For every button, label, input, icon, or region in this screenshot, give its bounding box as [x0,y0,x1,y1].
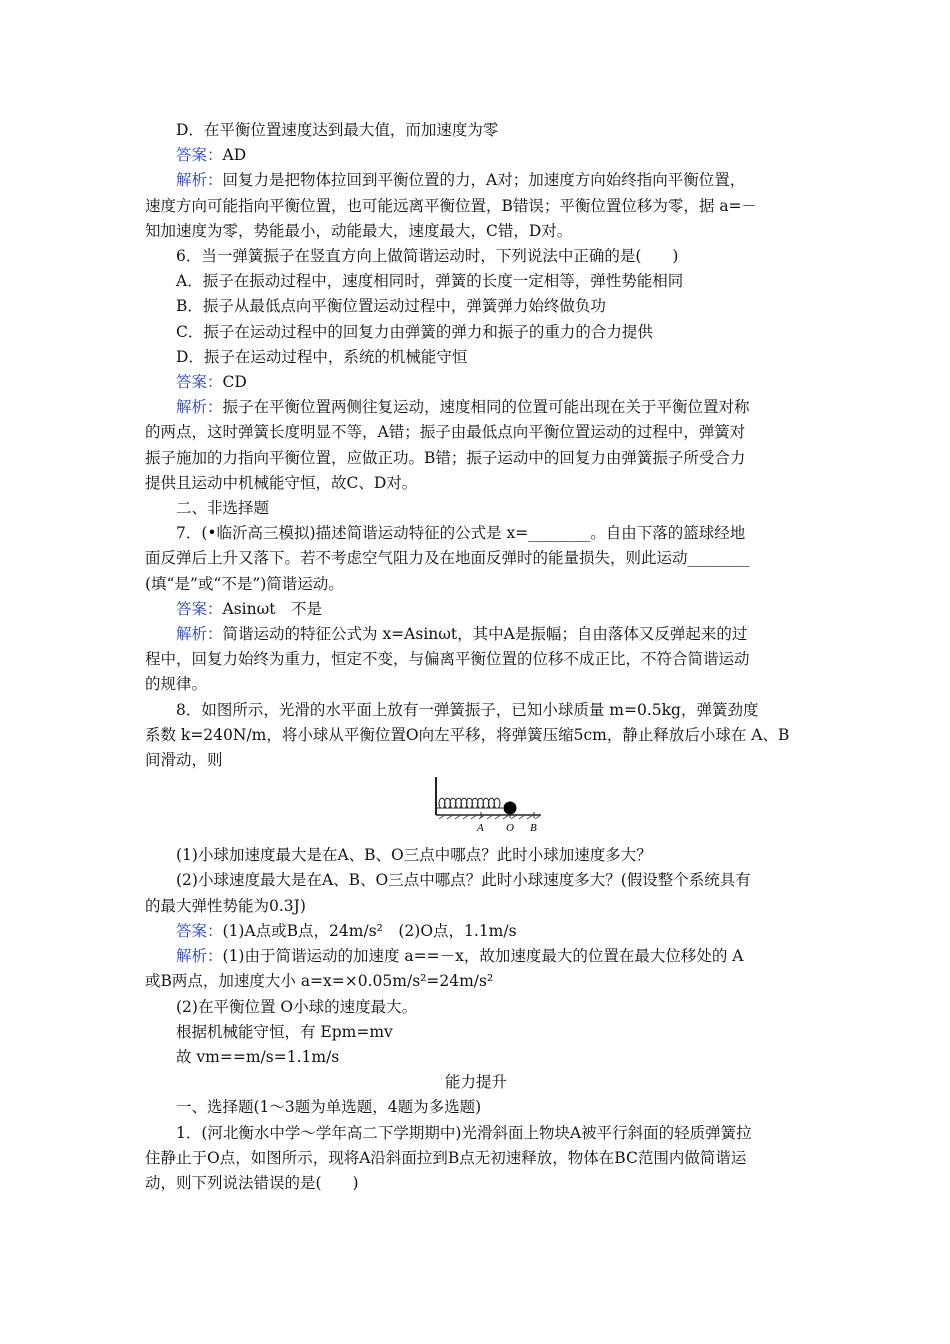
spring [436,799,503,809]
line-text: (1)A点或B点，24m/s² (2)O点，1.1m/s [222,921,517,940]
text-line [145,471,807,496]
line-text: 一、选择题(1～3题为单选题，4题为多选题) [176,1098,482,1117]
text-line [145,1095,807,1120]
answer-label: 答案： [176,921,223,940]
answer-label: 答案： [176,146,223,165]
line-text: 能力提升 [444,1073,507,1092]
text-line [145,320,807,345]
text-line [145,370,807,395]
text-line [145,269,807,294]
line-text: 的最大弹性势能为0.3J) [145,896,306,915]
text-line [145,219,807,244]
text-line [145,446,807,471]
line-text: D．振子在运动过程中，系统的机械能守恒 [176,347,468,366]
line-text: Asinωt 不是 [222,599,322,618]
text-line [145,168,807,193]
text-line [145,143,807,168]
text-line [145,995,807,1020]
analysis-label: 解析： [176,625,223,644]
line-text: 根据机械能守恒，有 Epm=mv [176,1022,393,1041]
line-text: CD [222,373,247,392]
line-text: (1)小球加速度最大是在A、B、O三点中哪点？此时小球加速度多大？ [176,846,652,865]
text-line [145,1070,807,1095]
line-text: B．振子从最低点向平衡位置运动过程中，弹簧弹力始终做负功 [176,297,606,316]
text-line [145,597,807,622]
line-text: 6．当一弹簧振子在竖直方向上做简谐运动时，下列说法中正确的是( ) [176,247,679,266]
text-line [145,420,807,445]
line-text: 间滑动，则 [145,751,223,770]
text-line [145,698,807,723]
text-line [145,969,807,994]
line-text: 1．(河北衡水中学～学年高二下学期期中)光滑斜面上物块A被平行斜面的轻质弹簧拉 [176,1123,752,1142]
text-line [145,868,807,893]
label-o: O [506,822,514,835]
line-text: 程中，回复力始终为重力，恒定不变，与偏离平衡位置的位移不成正比，不符合简谐运动 [145,650,750,669]
text-line [145,1020,807,1045]
text-line [145,118,807,143]
analysis-label: 解析： [176,171,223,190]
text-line [145,294,807,319]
line-text: C．振子在运动过程中的回复力由弹簧的弹力和振子的重力的合力提供 [176,322,653,341]
line-text: 7．(•临沂高三模拟)描述简谐运动特征的公式是 x=________。自由下落的篮球经地 [176,524,746,543]
text-line [145,622,807,647]
spring-oscillator-figure [145,773,807,843]
text-line [145,843,807,868]
line-text: 提供且运动中机械能守恒，故C、D对。 [145,473,418,492]
line-text: 的规律。 [145,675,208,694]
line-text: 的两点，这时弹簧长度明显不等，A错；振子由最低点向平衡位置运动的过程中，弹簧对 [145,423,746,442]
line-text: (2)小球速度最大是在A、B、O三点中哪点？此时小球速度多大？(假设整个系统具有 [176,871,751,890]
text-line [145,672,807,697]
line-text: (1)由于简谐运动的加速度 a==－x，故加速度最大的位置在最大位移处的 A [222,947,744,966]
text-line [145,1045,807,1070]
text-line [145,345,807,370]
text-line [145,919,807,944]
text-line [145,194,807,219]
spring-diagram [431,773,551,839]
line-text: 振子在平衡位置两侧往复运动，速度相同的位置可能出现在关于平衡位置对称 [222,398,750,417]
text-line [145,723,807,748]
line-text: 8．如图所示，光滑的水平面上放有一弹簧振子，已知小球质量 m=0.5kg，弹簧劲度 [176,700,759,719]
line-text: 故 vm==m/s=1.1m/s [176,1047,340,1066]
analysis-label: 解析： [176,947,223,966]
text-line [145,395,807,420]
line-text: 振子施加的力指向平衡位置，应做正功。B错；振子运动中的回复力由弹簧振子所受合力 [145,448,746,467]
line-text: 或B两点，加速度大小 a=x=×0.05m/s²=24m/s² [145,972,494,991]
answer-label: 答案： [176,373,223,392]
label-b: B [530,822,537,835]
text-body [145,118,807,1196]
answer-label: 答案： [176,599,223,618]
line-text: 简谐运动的特征公式为 x=Asinωt，其中A是振幅；自由落体又反弹起来的过 [222,625,748,644]
text-line [145,894,807,919]
analysis-label: 解析： [176,398,223,417]
text-line [145,521,807,546]
line-text: 知加速度为零，势能最小，动能最大，速度最大，C错，D对。 [145,221,573,240]
text-line [145,1121,807,1146]
line-text: 住静止于O点，如图所示，现将A沿斜面拉到B点无初速释放，物体在BC范围内做简谐运 [145,1148,747,1167]
text-line [145,546,807,571]
text-line [145,1171,807,1196]
line-text: 回复力是把物体拉回到平衡位置的力，A对；加速度方向始终指向平衡位置， [222,171,746,190]
line-text: 速度方向可能指向平衡位置，也可能远离平衡位置，B错误；平衡位置位移为零，据 a=－ [145,196,758,215]
line-text: 动，则下列说法错误的是( ) [145,1173,359,1192]
line-text: (2)在平衡位置 O小球的速度最大。 [176,997,418,1016]
line-text: 系数 k=240N/m，将小球从平衡位置O向左平移，将弹簧压缩5cm，静止释放后小球在 A、B [145,725,790,744]
text-line [145,1146,807,1171]
line-text: AD [222,146,247,165]
text-line [145,572,807,597]
line-text: 二、非选择题 [176,499,270,518]
line-text: D．在平衡位置速度达到最大值，而加速度为零 [176,121,499,139]
text-line [145,244,807,269]
line-text: 面反弹后上升又落下。若不考虑空气阻力及在地面反弹时的能量损失，则此运动________ [145,549,750,568]
line-text: (填“是”或“不是”)简谐运动。 [145,574,344,593]
text-line [145,748,807,773]
label-a: A [477,822,484,835]
line-text: A．振子在振动过程中，速度相同时，弹簧的长度一定相等，弹性势能相同 [176,272,684,291]
text-line [145,944,807,969]
text-line [145,496,807,521]
text-line [145,647,807,672]
